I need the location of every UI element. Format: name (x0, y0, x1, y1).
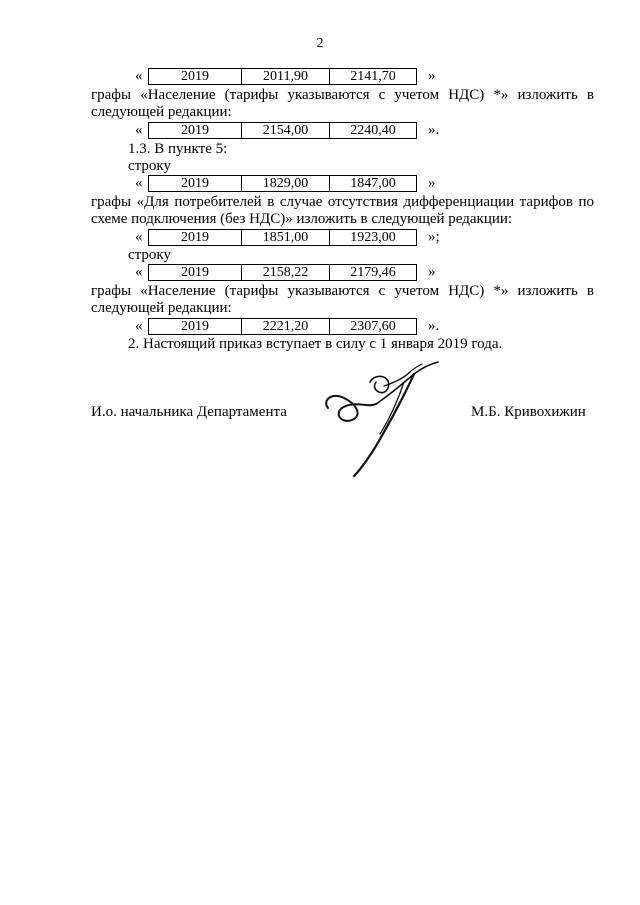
tariff-row (0, 229, 640, 246)
tariff-row (0, 264, 640, 281)
tariff-table-row (148, 175, 417, 192)
signatory-title: И.о. начальника Департамента (91, 404, 287, 420)
paragraph-consumers-1: графы «Для потребителей в случае отсутствия дифференциации тарифов по (91, 194, 594, 210)
stroku-label-2: строку (128, 247, 171, 263)
value-1-cell: 2158,22 (242, 264, 330, 281)
value-2-cell: 2179,46 (330, 264, 417, 281)
value-2-cell: 1923,00 (330, 229, 417, 246)
value-1-cell: 1829,00 (242, 175, 330, 192)
tariff-row (0, 68, 640, 85)
value-2-cell: 2307,60 (330, 318, 417, 335)
item-1-3: 1.3. В пункте 5: (128, 141, 228, 157)
value-1-cell: 2154,00 (242, 122, 330, 139)
signatory-name: М.Б. Кривохижин (471, 404, 586, 420)
tariff-table-row (148, 68, 417, 85)
quote-close: » (428, 175, 436, 191)
tariff-row (0, 122, 640, 139)
quote-open: « (135, 229, 143, 245)
tariff-table-row (148, 122, 417, 139)
quote-close: ». (428, 318, 440, 334)
paragraph-consumers-2: схеме подключения (без НДС)» изложить в следующей редакции: (91, 211, 513, 227)
year-cell: 2019 (148, 318, 242, 335)
paragraph-next-edition-2: следующей редакции: (91, 300, 232, 316)
year-cell: 2019 (148, 175, 242, 192)
stroku-label-1: строку (128, 158, 171, 174)
year-cell: 2019 (148, 264, 242, 281)
quote-open: « (135, 264, 143, 280)
quote-close: » (428, 264, 436, 280)
page-number: 2 (316, 36, 324, 51)
value-1-cell: 2011,90 (242, 68, 330, 85)
quote-close: » (428, 68, 436, 84)
year-cell: 2019 (148, 122, 242, 139)
year-cell: 2019 (148, 68, 242, 85)
value-1-cell: 2221,20 (242, 318, 330, 335)
paragraph-next-edition-1: следующей редакции: (91, 104, 232, 120)
paragraph-population-1: графы «Население (тарифы указываются с учетом НДС) *» изложить в (91, 87, 594, 103)
quote-open: « (135, 122, 143, 138)
item-2: 2. Настоящий приказ вступает в силу с 1 января 2019 года. (128, 336, 503, 352)
tariff-table-row (148, 264, 417, 281)
value-1-cell: 1851,00 (242, 229, 330, 246)
tariff-table-row (148, 229, 417, 246)
quote-open: « (135, 68, 143, 84)
tariff-row (0, 175, 640, 192)
value-2-cell: 1847,00 (330, 175, 417, 192)
handwritten-signature (318, 360, 458, 480)
value-2-cell: 2240,40 (330, 122, 417, 139)
quote-open: « (135, 318, 143, 334)
quote-open: « (135, 175, 143, 191)
paragraph-population-2: графы «Население (тарифы указываются с учетом НДС) *» изложить в (91, 283, 594, 299)
value-2-cell: 2141,70 (330, 68, 417, 85)
tariff-row (0, 318, 640, 335)
tariff-table-row (148, 318, 417, 335)
quote-close: ». (428, 122, 440, 138)
year-cell: 2019 (148, 229, 242, 246)
quote-close: »; (428, 229, 440, 245)
